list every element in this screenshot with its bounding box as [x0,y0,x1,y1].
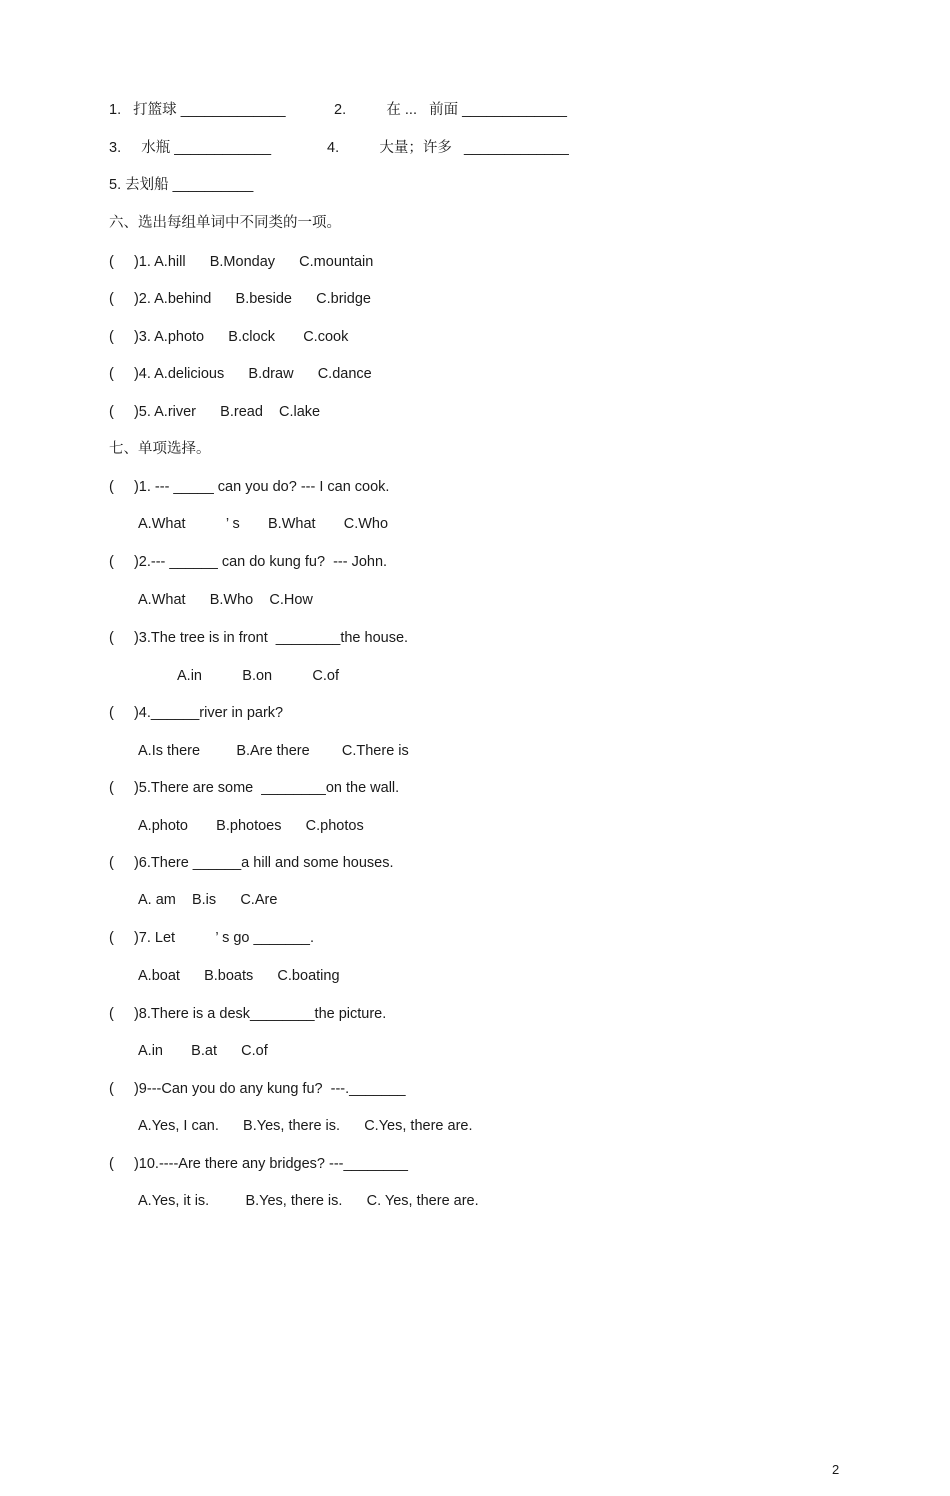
question: ( )7. Let ’ s go _______. [109,930,314,946]
vocab-item-1: 1. 打篮球 _____________ [109,102,286,118]
page-number: 2 [832,1462,840,1477]
section6-item: ( )1. A.hill B.Monday C.mountain [109,254,374,270]
section6-item: ( )4. A.delicious B.draw C.dance [109,366,372,382]
question: ( )3.The tree is in front ________the house. [109,630,409,646]
answer-options: A.in B.at C.of [138,1043,268,1059]
question: ( )4.______river in park? [109,705,284,721]
answer-options: A.Is there B.Are there C.There is [138,743,409,759]
question: ( )9---Can you do any kung fu? ---._______ [109,1081,406,1097]
answer-options: A.Yes, I can. B.Yes, there is. C.Yes, there are. [138,1118,473,1134]
answer-options: A.What B.Who C.How [138,592,313,608]
question: ( )6.There ______a hill and some houses. [109,855,394,871]
question: ( )8.There is a desk________the picture. [109,1006,387,1022]
question: ( )10.----Are there any bridges? ---________ [109,1156,408,1172]
answer-options: A.What ’ s B.What C.Who [138,516,389,532]
question: ( )5.There are some ________on the wall. [109,780,400,796]
answer-options: A.photo B.photoes C.photos [138,818,364,834]
answer-options: A.Yes, it is. B.Yes, there is. C. Yes, there are. [138,1193,479,1209]
section6-item: ( )3. A.photo B.clock C.cook [109,329,349,345]
answer-options: A. am B.is C.Are [138,892,278,908]
vocab-item-4: 4. 大量；许多 _____________ [327,140,569,156]
vocab-item-2: 2. 在 ... 前面 _____________ [334,102,567,118]
question: ( )2.--- ______ can do kung fu? --- John. [109,554,388,570]
section7-heading: 七、单项选择。 [109,441,211,457]
section6-item: ( )2. A.behind B.beside C.bridge [109,291,371,307]
section6-heading: 六、选出每组单词中不同类的一项。 [109,215,341,231]
section6-item: ( )5. A.river B.read C.lake [109,404,321,420]
answer-options: A.in B.on C.of [177,668,339,684]
question: ( )1. --- _____ can you do? --- I can cook. [109,479,390,495]
answer-options: A.boat B.boats C.boating [138,968,340,984]
vocab-item-5: 5. 去划船 __________ [109,177,254,193]
vocab-item-3: 3. 水瓶 ____________ [109,140,272,156]
